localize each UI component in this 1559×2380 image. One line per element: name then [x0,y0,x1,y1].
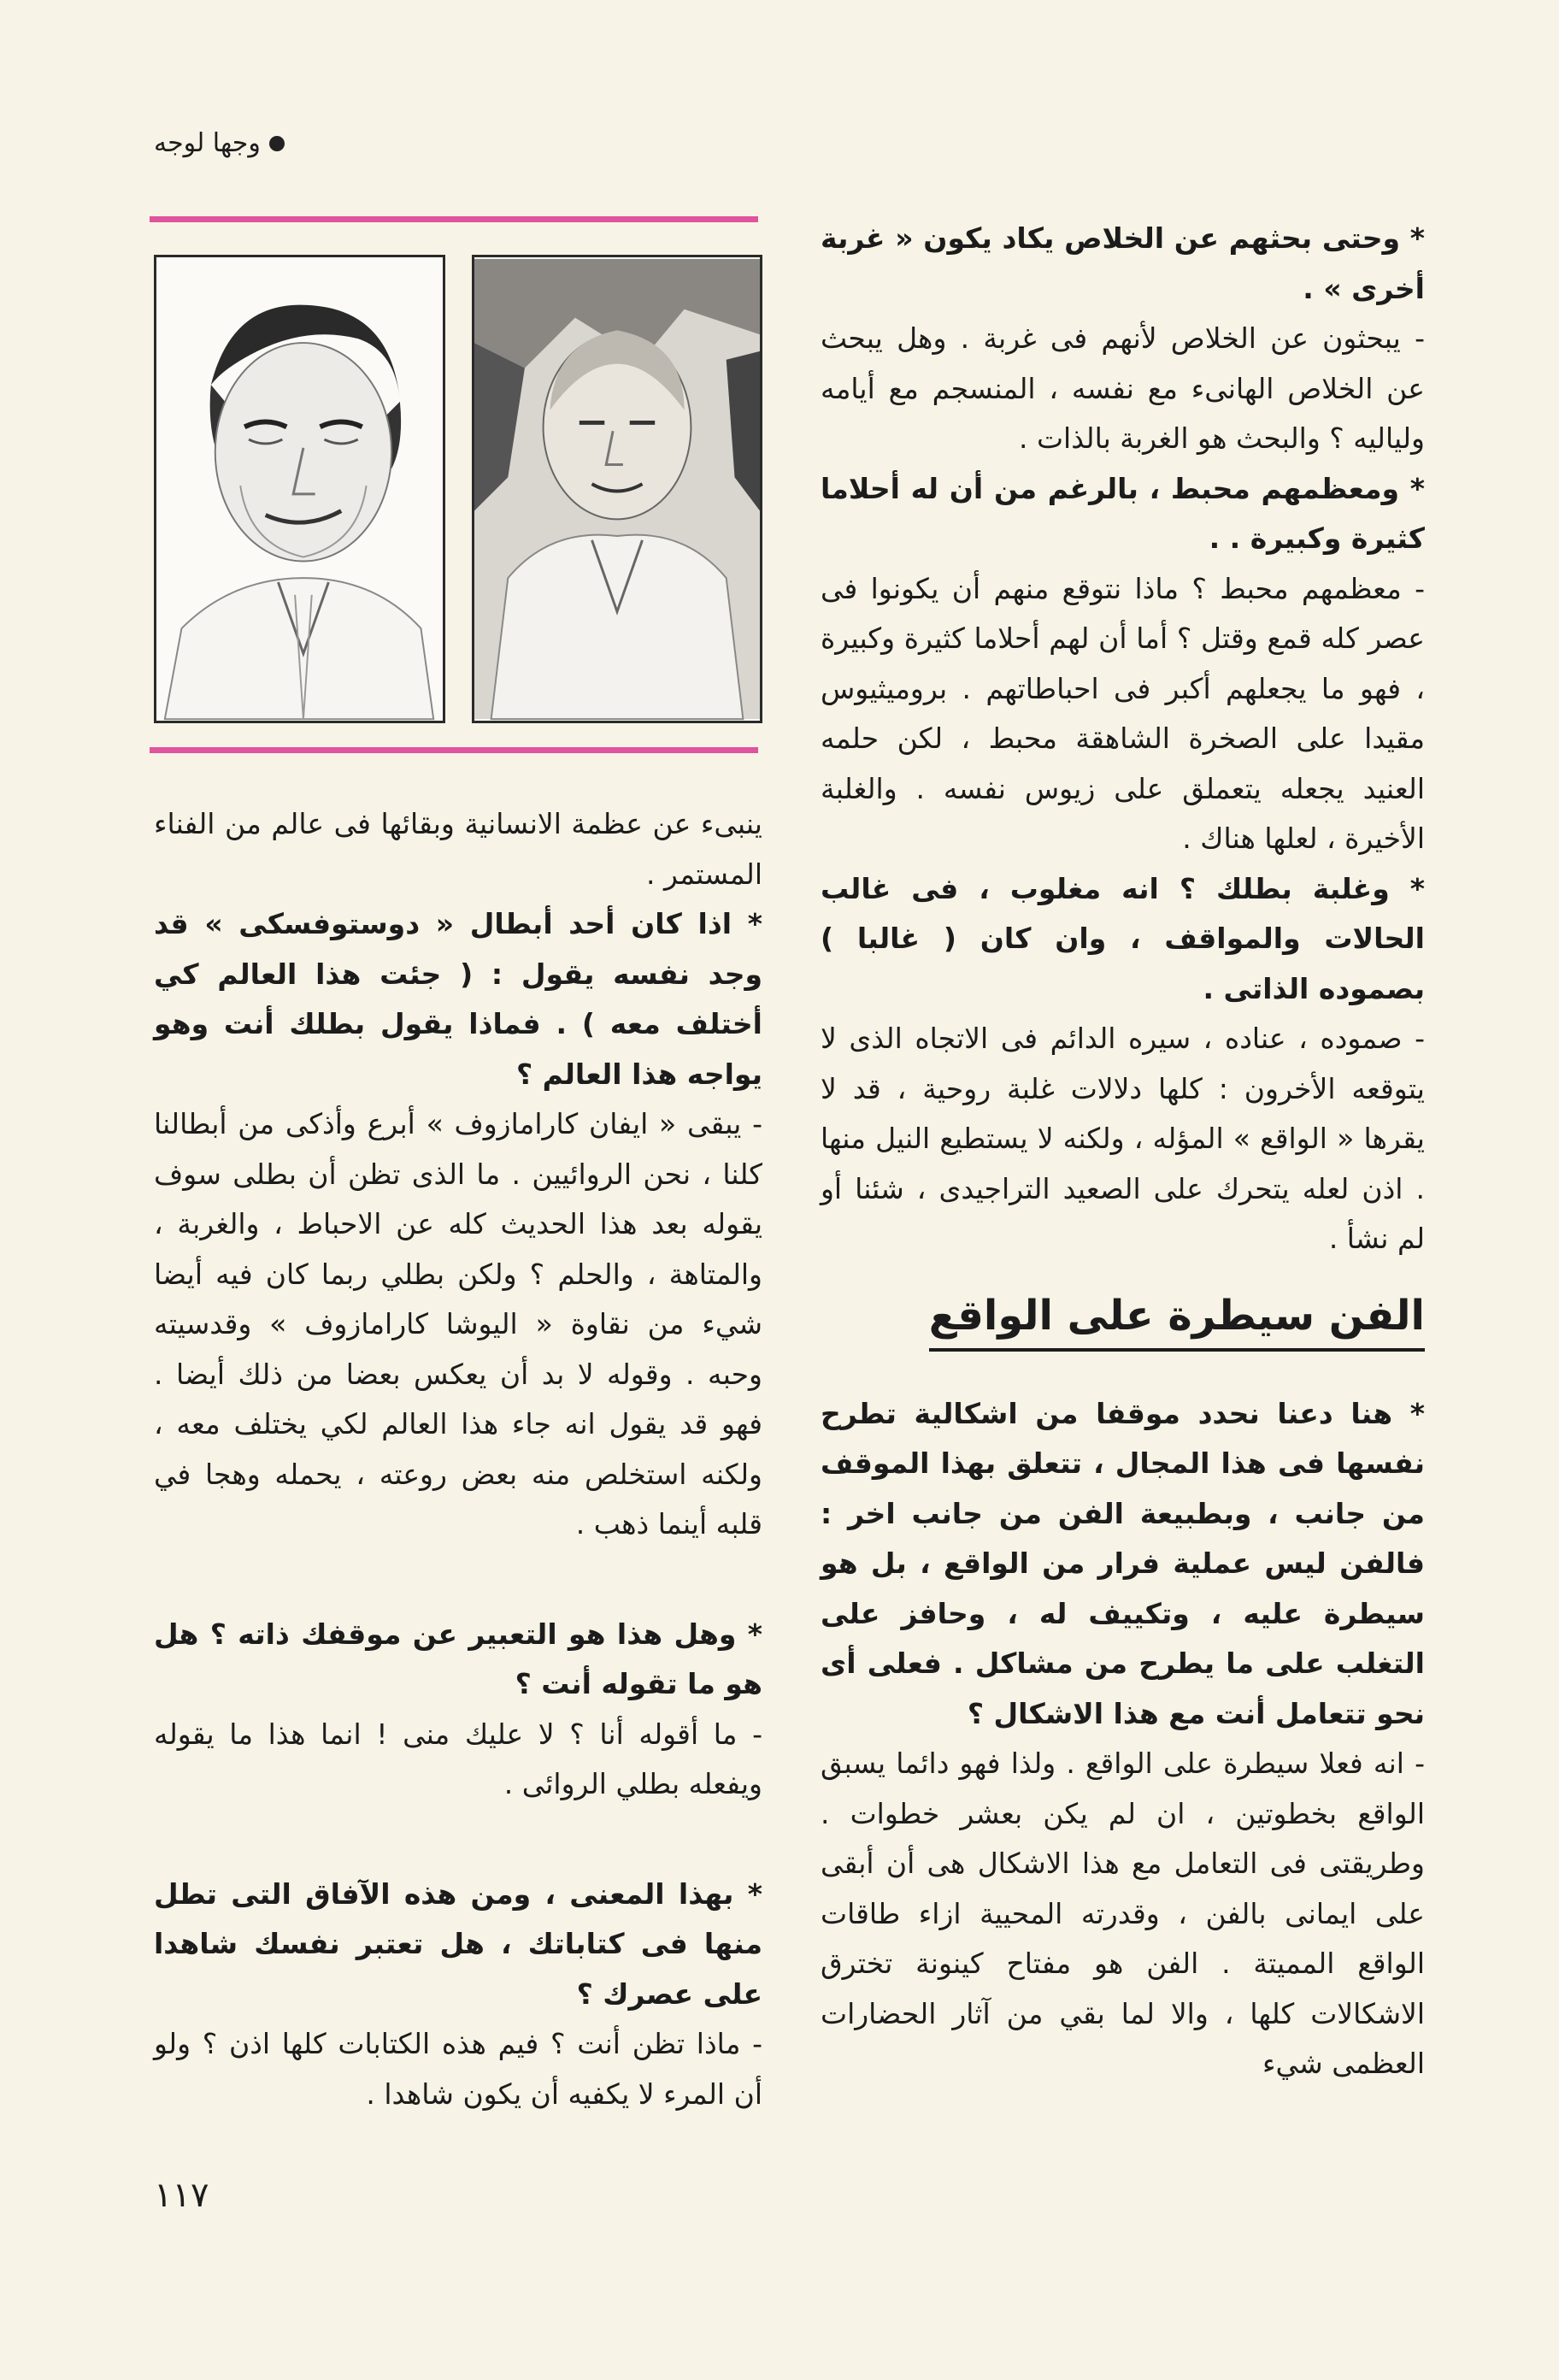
right-column [821,214,1425,2089]
question-paragraph: * وغلبة بطلك ؟ انه مغلوب ، فى غالب الحالات والمواقف ، وان كان ( غالبا ) بصموده الذاتى . [821,871,1425,1005]
answer-paragraph: - انه فعلا سيطرة على الواقع . ولذا فهو دائما يسبق الواقع بخطوتين ، ان لم يكن بعشر خطوات . وطريقتى فى التعامل مع هذا الاشكال هى أن أبقى على ايمانى بالفن ، وقدرته المحيية ازاء طاقات الواقع المميتة . الفن هو مفتاح كينونة تخترق الاشكالات كلها ، والا لما بقي من آثار الحضارات العظمى شيء [821,1747,1425,2080]
bottom-accent-line [150,747,758,753]
answer-paragraph: - ما أقوله أنا ؟ لا عليك منى ! انما هذا ما يقوله ويفعله بطلي الروائى . [154,1717,762,1800]
section-header [154,128,285,158]
question-paragraph: * اذا كان أحد أبطال « دوستوفسكى » قد وجد نفسه يقول : ( جئت هذا العالم كي أختلف معه ) . فماذا يقول بطلك أنت وهو يواجه هذا العالم ؟ [154,907,762,1091]
section-label: وجها لوجه [154,128,261,158]
question-paragraph: * ومعظمهم محبط ، بالرغم من أن له أحلاما كثيرة وكبيرة . . [821,471,1425,555]
question-paragraph: * وحتى بحثهم عن الخلاص يكاد يكون « غربة أخرى » . [821,221,1425,305]
section-title-wrap [821,1264,1425,1355]
page-number: ١١٧ [154,2176,209,2215]
answer-paragraph: - ماذا تظن أنت ؟ فيم هذه الكتابات كلها اذن ؟ ولو أن المرء لا يكفيه أن يكون شاهدا . [154,2027,762,2111]
photo-portrait-left [154,255,445,723]
left-column [154,799,762,2119]
question-paragraph: * بهذا المعنى ، ومن هذه الآفاق التى تطل منها فى كتاباتك ، هل تعتبر نفسك شاهدا على عصرك ؟ [154,1876,762,2011]
paragraph-gap [154,1550,762,1610]
top-accent-line [150,216,758,222]
question-paragraph: * هنا دعنا نحدد موقفا من اشكالية تطرح نفسها فى هذا المجال ، تتعلق بهذا الموقف من جانب ، وبطبيعة الفن من جانب اخر : فالفن ليس عملية فرار من الواقع ، بل هو سيطرة عليه ، وتكييف له ، وحافز على التغلب على ما يطرح من مشاكل . فعلى أى نحو تتعامل أنت مع هذا الاشكال ؟ [821,1396,1425,1730]
answer-paragraph: - يبقى « ايفان كارامازوف » أبرع وأذكى من أبطالنا كلنا ، نحن الروائيين . ما الذى تظن أن بطلى سوف يقوله بعد هذا الحديث كله عن الاحباط ، والغربة ، والمتاهة ، والحلم ؟ ولكن بطلي ربما كان فيه أيضا شيء من نقاوة « اليوشا كارامازوف » وقدسيته وحبه . وقوله لا بد أن يعكس بعضا من ذلك أيضا . فهو قد يقول انه جاء هذا العالم لكي يختلف معه ، ولكنه استخلص منه بعض روعته ، يحمله وهجا في قلبه أينما ذهب . [154,1107,762,1541]
answer-paragraph: ينبىء عن عظمة الانسانية وبقائها فى عالم من الفناء المستمر . [154,807,762,891]
answer-paragraph: - يبحثون عن الخلاص لأنهم فى غربة . وهل يبحث عن الخلاص الهانىء مع نفسه ، المنسجم مع أيامه ولياليه ؟ والبحث هو الغربة بالذات . [821,321,1425,455]
portrait-drawing [156,257,443,721]
answer-paragraph: - صموده ، عناده ، سيره الدائم فى الاتجاه الذى لا يتوقعه الأخرون : كلها دلالات غلبة روحية ، قد لا يقرها « الواقع » المؤله ، ولكنه لا يستطيع النيل منها . اذن لعله يتحرك على الصعيد التراجيدى ، شئنا أو لم نشأ . [821,1022,1425,1255]
paragraph-gap [154,1810,762,1870]
portrait-photo [474,257,760,721]
section-title: الفن سيطرة على الواقع [929,1288,1425,1352]
answer-paragraph: - معظمهم محبط ؟ ماذا نتوقع منهم أن يكونوا فى عصر كله قمع وقتل ؟ أما أن لهم أحلاما كثيرة وكبيرة ، فهو ما يجعلهم أكبر فى احباطاتهم . بروميثيوس مقيدا على الصخرة الشاهقة محبط ، لكن حلمه العنيد يجعله يتعملق على زيوس نفسه . والغلبة الأخيرة ، لعلها هناك . [821,571,1425,855]
question-paragraph: * وهل هذا هو التعبير عن موقفك ذاته ؟ هل هو ما تقوله أنت ؟ [154,1617,762,1700]
photo-portrait-right [472,255,762,723]
bullet-icon [269,136,285,151]
